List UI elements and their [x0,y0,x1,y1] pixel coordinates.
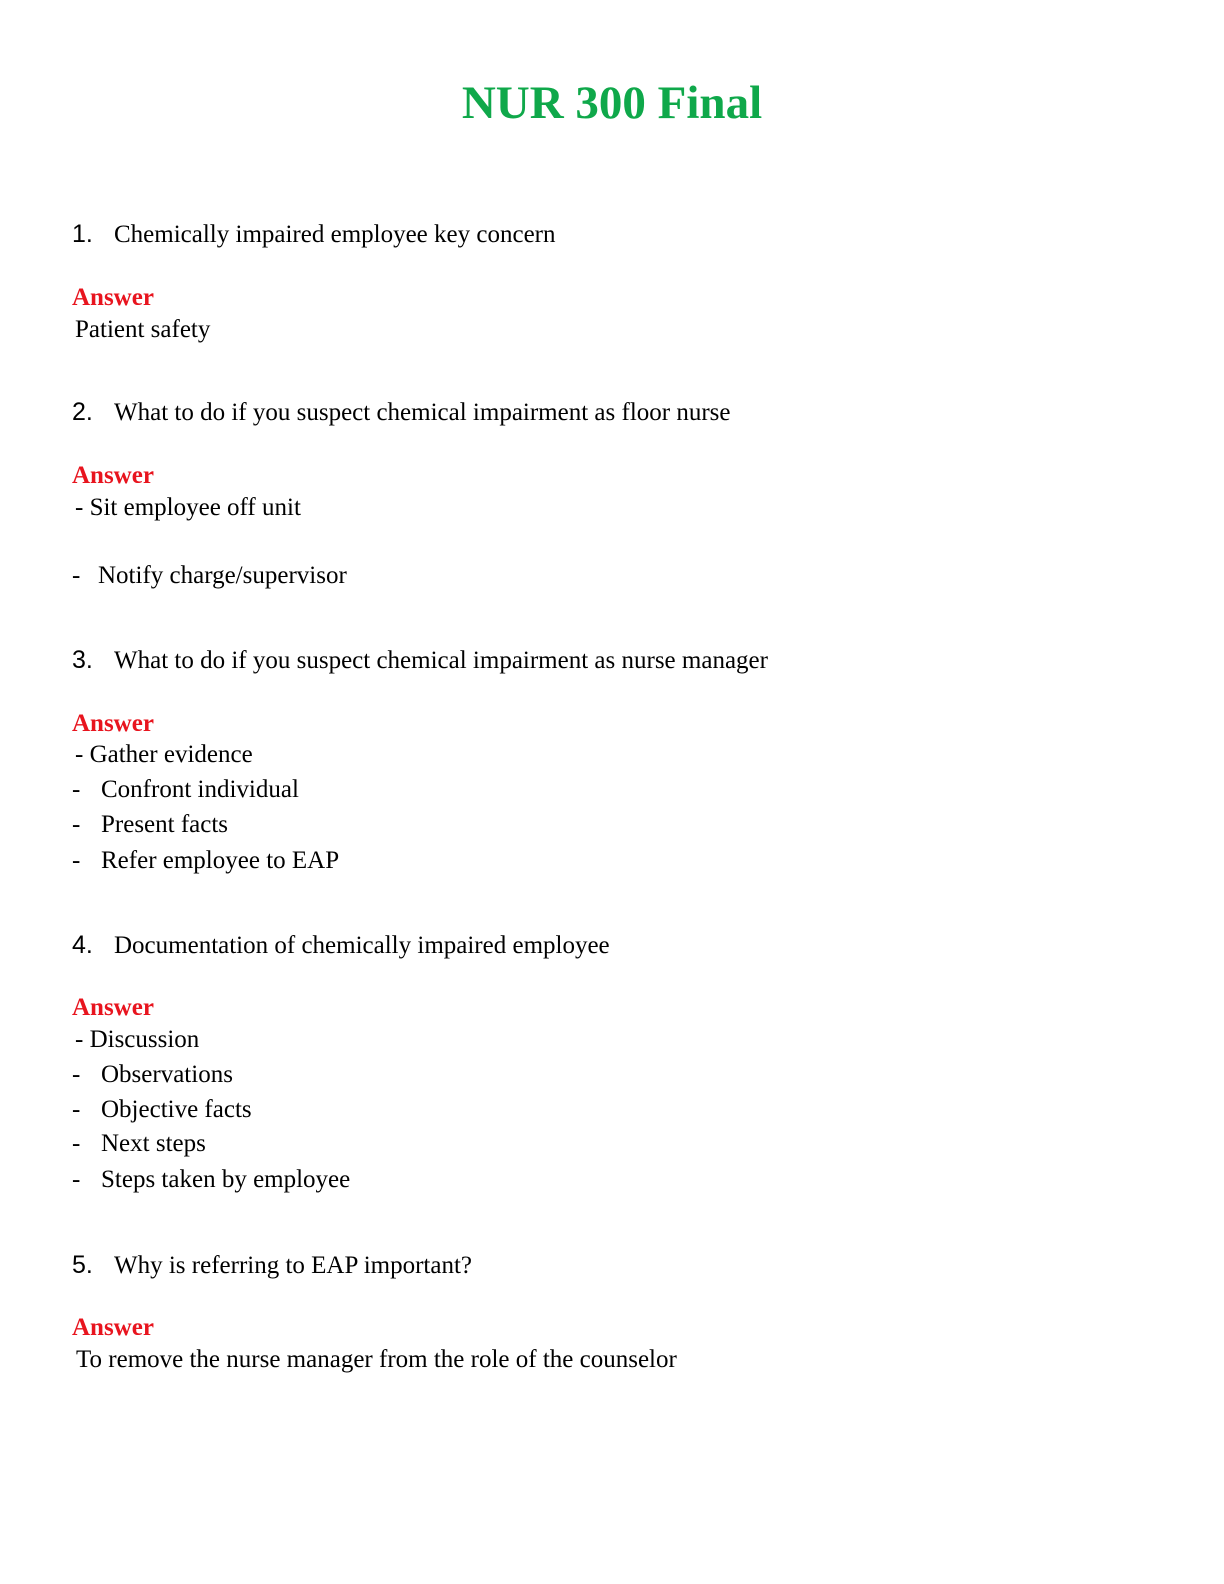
dash-bullet: - [72,1096,81,1123]
page-title: NUR 300 Final [461,77,763,129]
answer-item-text: Notify charge/supervisor [98,562,347,589]
answer-item [72,774,299,806]
question-2 [72,396,731,429]
question-text: What to do if you suspect chemical impairment as nurse manager [114,647,768,674]
question-number: 3. [72,646,93,674]
answer-item-text: Confront individual [101,776,299,803]
dash-bullet: - [72,562,81,589]
answer-line: - Sit employee off unit [75,494,301,521]
answer-item [72,1059,233,1091]
dash-bullet: - [72,1061,81,1088]
answer-item [72,1128,206,1160]
answer-item [72,845,339,877]
question-number: 5. [72,1251,93,1279]
answer-item [72,1094,252,1126]
answer-line: Patient safety [75,316,211,343]
question-number: 4. [72,931,93,959]
dash-bullet: - [72,776,81,803]
answer-item [72,1164,350,1196]
question-4 [72,929,610,962]
answer-label: Answer [72,1314,154,1341]
question-number: 2. [72,398,93,426]
question-text: Chemically impaired employee key concern [114,221,556,248]
question-text: Why is referring to EAP important? [114,1252,473,1279]
answer-item-text: Refer employee to EAP [101,847,340,874]
dash-bullet: - [72,811,81,838]
answer-label: Answer [72,284,154,311]
answer-label: Answer [72,994,154,1021]
dash-bullet: - [72,847,81,874]
answer-item-text: Steps taken by employee [101,1166,351,1193]
question-3 [72,644,768,677]
answer-label: Answer [72,462,154,489]
answer-item [72,560,347,592]
answer-item-text: Objective facts [101,1096,252,1123]
answer-line: To remove the nurse manager from the role of the counselor [76,1346,677,1373]
question-number: 1. [72,220,93,248]
answer-line: - Gather evidence [75,741,253,768]
answer-item-text: Present facts [101,811,229,838]
answer-item [72,809,228,841]
question-text: Documentation of chemically impaired employee [114,932,610,959]
answer-label: Answer [72,710,154,737]
question-5 [72,1249,472,1282]
dash-bullet: - [72,1130,81,1157]
question-text: What to do if you suspect chemical impairment as floor nurse [114,399,731,426]
dash-bullet: - [72,1166,81,1193]
question-1 [72,218,556,251]
answer-line: - Discussion [75,1026,200,1053]
answer-item-text: Next steps [101,1130,206,1157]
answer-item-text: Observations [101,1061,233,1088]
